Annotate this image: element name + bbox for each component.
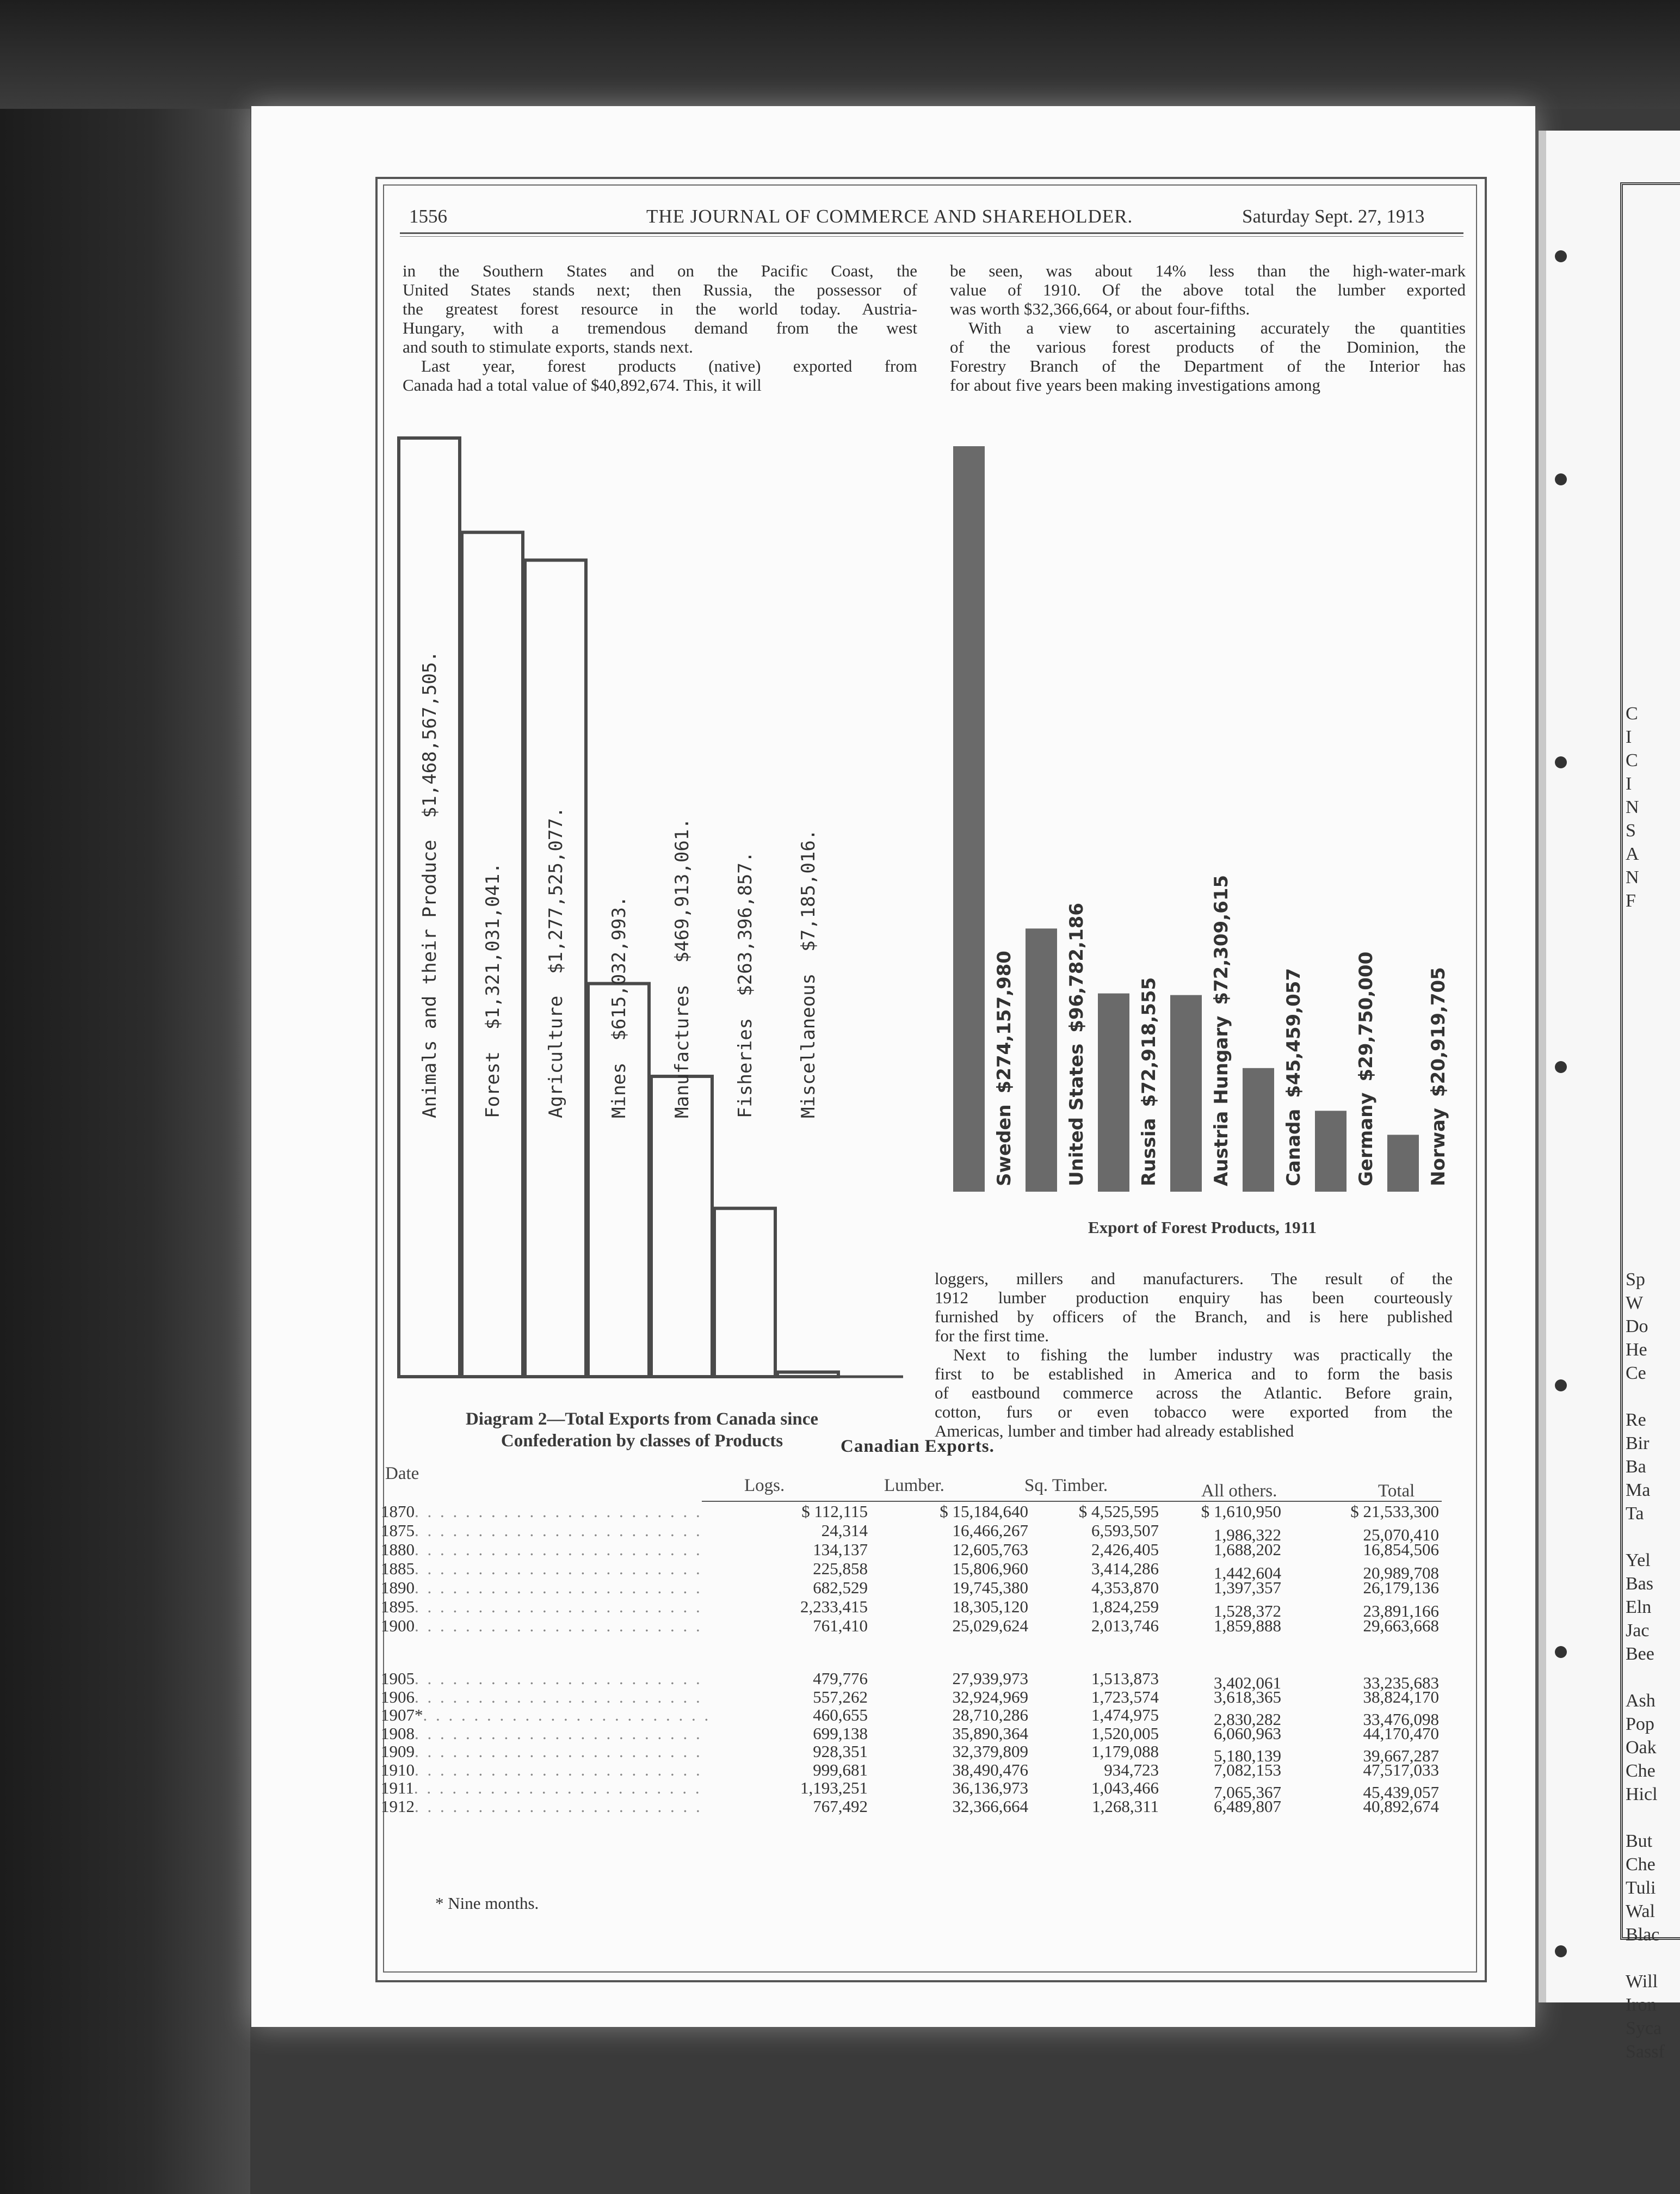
- binder-pin-icon: [1555, 1646, 1567, 1658]
- table-row: [381, 1778, 1447, 1802]
- value-label: $72,309,615: [1210, 874, 1232, 1005]
- value-cell: 26,179,136: [1363, 1578, 1439, 1597]
- year-label: 1909: [381, 1742, 415, 1761]
- year-label: 1890: [381, 1578, 415, 1597]
- forest-chart-caption: Export of Forest Products, 1911: [1088, 1218, 1317, 1237]
- value-label: $7,185,016.: [798, 829, 819, 952]
- value-cell: 3,402,061: [1214, 1673, 1281, 1692]
- value-label: $1,468,567,505.: [419, 651, 441, 818]
- table-title: Canadian Exports.: [841, 1437, 995, 1456]
- bar: [588, 984, 649, 1377]
- bar-label: [671, 818, 693, 1118]
- table-footnote: * Nine months.: [435, 1894, 539, 1913]
- value-cell: 3,414,286: [1091, 1559, 1159, 1578]
- text-line: in the Southern States and on the Pacific Coast, the: [403, 261, 917, 280]
- year-cell: [381, 1597, 702, 1617]
- dot-leader: . . . . . . . . . . . . . . . . . . . . . . .: [415, 1796, 702, 1816]
- value-cell: 6,489,807: [1214, 1796, 1281, 1816]
- value-label: $1,277,525,077.: [545, 806, 567, 974]
- year-label: 1910: [381, 1760, 415, 1779]
- bar: [1387, 1135, 1419, 1192]
- caption-line: Confederation by classes of Products: [501, 1431, 783, 1451]
- value-cell: $ 21,533,300: [1350, 1502, 1439, 1521]
- value-cell: 134,137: [813, 1540, 868, 1559]
- binder-pin-icon: [1555, 756, 1567, 768]
- value-cell: 699,138: [813, 1723, 868, 1743]
- text-line: Last year, forest products (native) exported from: [421, 356, 917, 375]
- total-exports-chart: [397, 430, 903, 1388]
- year-label: 1912: [381, 1796, 415, 1816]
- text-line: furnished by officers of the Branch, and is here published: [935, 1307, 1453, 1326]
- value-cell: 16,854,506: [1363, 1540, 1439, 1559]
- text-line: Americas, lumber and timber had already established: [935, 1421, 1294, 1440]
- year-cell: [381, 1616, 702, 1636]
- value-label: $29,750,000: [1355, 951, 1377, 1082]
- year-label: 1906: [381, 1687, 415, 1706]
- category-label: Manufactures: [671, 984, 693, 1118]
- value-cell: 24,314: [821, 1521, 868, 1540]
- value-cell: 1,520,005: [1091, 1723, 1159, 1743]
- text-line: was worth $32,366,664, or about four-fifths.: [950, 299, 1250, 318]
- value-cell: 557,262: [813, 1687, 868, 1706]
- value-cell: 5,180,139: [1214, 1746, 1281, 1765]
- text-line: Forestry Branch of the Department of the Interior has: [950, 356, 1466, 375]
- value-cell: 1,513,873: [1091, 1669, 1159, 1688]
- page-edge: [1539, 131, 1546, 2002]
- value-label: $96,782,186: [1066, 903, 1088, 1033]
- value-cell: 999,681: [813, 1760, 868, 1779]
- table-row: [381, 1502, 1447, 1521]
- dot-leader: . . . . . . . . . . . . . . . . . . . . . . .: [415, 1760, 702, 1779]
- text-line: 1912 lumber production enquiry has been courteously: [935, 1288, 1453, 1307]
- table-row: [381, 1578, 1447, 1598]
- bar-label: [419, 651, 441, 1118]
- diagram-2-caption: [392, 1408, 892, 1452]
- year-label: 1900: [381, 1616, 415, 1635]
- text-line: first to be established in America and to form the basis: [935, 1364, 1453, 1383]
- table-row: [381, 1669, 1447, 1692]
- value-cell: 7,082,153: [1214, 1760, 1281, 1779]
- year-cell: [381, 1723, 702, 1743]
- year-cell: [381, 1705, 711, 1725]
- value-cell: $ 112,115: [801, 1502, 868, 1521]
- category-label: Mines: [608, 1062, 630, 1118]
- value-cell: 2,830,282: [1214, 1710, 1281, 1729]
- value-cell: 1,268,311: [1092, 1796, 1159, 1816]
- forest-exports-chart: [947, 435, 1458, 1213]
- value-cell: 1,528,372: [1214, 1601, 1281, 1620]
- value-cell: 35,890,364: [952, 1723, 1028, 1743]
- text-line: and south to stimulate exports, stands next.: [403, 337, 693, 356]
- article-column-right: [950, 261, 1466, 395]
- article-column-left: [403, 261, 917, 395]
- category-label: Fisheries: [734, 1018, 756, 1118]
- value-cell: 761,410: [813, 1616, 868, 1635]
- value-cell: 1,442,604: [1214, 1563, 1281, 1582]
- table-row: [381, 1687, 1447, 1707]
- category-label: Canada: [1283, 1108, 1305, 1186]
- bar-label: [1066, 903, 1088, 1186]
- table-row: [381, 1521, 1447, 1544]
- bar-label: [1210, 875, 1232, 1186]
- value-cell: 934,723: [1104, 1760, 1159, 1779]
- bar-label: [608, 896, 630, 1118]
- dot-leader: . . . . . . . . . . . . . . . . . . . . . . .: [415, 1502, 702, 1521]
- value-cell: 20,989,708: [1363, 1563, 1439, 1582]
- value-cell: 1,859,888: [1214, 1616, 1281, 1635]
- value-cell: 767,492: [813, 1796, 868, 1816]
- value-cell: 29,663,668: [1363, 1616, 1439, 1635]
- binder-pin-icon: [1555, 1379, 1567, 1391]
- value-cell: 3,618,365: [1214, 1687, 1281, 1706]
- year-cell: [381, 1559, 702, 1579]
- text-line: be seen, was about 14% less than the high-water-mark: [950, 261, 1466, 280]
- value-label: $263,396,857.: [734, 851, 756, 996]
- category-label: Miscellaneous: [798, 973, 819, 1118]
- value-cell: 460,655: [813, 1705, 868, 1724]
- table-row: [381, 1540, 1447, 1560]
- binder-pin-icon: [1555, 1061, 1567, 1073]
- value-cell: 2,233,415: [800, 1597, 868, 1616]
- binder-pin-icon: [1555, 1945, 1567, 1957]
- bar: [1170, 995, 1202, 1192]
- bar-label: [1283, 968, 1305, 1186]
- dot-leader: . . . . . . . . . . . . . . . . . . . . . . .: [415, 1742, 702, 1761]
- value-cell: 225,858: [813, 1559, 868, 1578]
- value-cell: 32,366,664: [952, 1796, 1028, 1816]
- issue-date: Saturday Sept. 27, 1913: [1242, 206, 1425, 227]
- bar: [1243, 1068, 1274, 1192]
- value-cell: 4,353,870: [1091, 1578, 1159, 1597]
- value-label: $72,918,555: [1138, 977, 1160, 1107]
- bar-label: [545, 807, 567, 1118]
- dot-leader: . . . . . . . . . . . . . . . . . . . . . . .: [415, 1521, 702, 1540]
- column-header-lumber: Lumber.: [884, 1476, 944, 1495]
- text-line: for the first time.: [935, 1326, 1049, 1345]
- category-label: Russia: [1138, 1118, 1160, 1186]
- value-cell: 6,593,507: [1091, 1521, 1159, 1540]
- category-label: Austria Hungary: [1210, 1015, 1232, 1186]
- table-row: [381, 1616, 1447, 1636]
- value-cell: 15,806,960: [952, 1559, 1028, 1578]
- dot-leader: . . . . . . . . . . . . . . . . . . . . . . .: [415, 1723, 702, 1743]
- value-cell: 38,824,170: [1363, 1687, 1439, 1706]
- column-header-date: Date: [385, 1464, 419, 1483]
- value-cell: 23,891,166: [1363, 1601, 1439, 1620]
- category-label: Agriculture: [545, 995, 567, 1118]
- value-cell: 47,517,033: [1363, 1760, 1439, 1779]
- category-label: Forest: [482, 1051, 504, 1118]
- year-label: 1905: [381, 1669, 415, 1688]
- bar: [1026, 928, 1057, 1192]
- text-line: value of 1910. Of the above total the lumber exported: [950, 280, 1466, 299]
- value-cell: 36,136,973: [952, 1778, 1028, 1797]
- background-left: [0, 0, 250, 2194]
- value-cell: $ 1,610,950: [1201, 1502, 1281, 1521]
- value-cell: 32,924,969: [952, 1687, 1028, 1706]
- caption-line: Diagram 2—Total Exports from Canada since: [465, 1409, 819, 1429]
- value-cell: 45,439,057: [1363, 1783, 1439, 1802]
- dot-leader: . . . . . . . . . . . . . . . . . . . . . . .: [413, 1778, 702, 1797]
- value-cell: 6,060,963: [1214, 1723, 1281, 1743]
- table-row: [381, 1724, 1447, 1743]
- value-cell: 1,723,574: [1091, 1687, 1159, 1706]
- year-cell: [381, 1540, 702, 1560]
- text-line: With a view to ascertaining accurately the quantities: [968, 318, 1466, 337]
- value-cell: 16,466,267: [952, 1521, 1028, 1540]
- value-cell: 33,476,098: [1363, 1710, 1439, 1729]
- category-label: Germany: [1355, 1092, 1377, 1186]
- category-label: Norway: [1428, 1107, 1449, 1186]
- binder-pin-icon: [1555, 473, 1567, 485]
- value-cell: 1,688,202: [1214, 1540, 1281, 1559]
- table-row: [381, 1705, 1447, 1729]
- bar-label: [1138, 977, 1160, 1186]
- table-row: [381, 1797, 1447, 1816]
- text-line: of eastbound commerce across the Atlantic. Before grain,: [935, 1383, 1453, 1402]
- value-cell: 1,193,251: [800, 1778, 868, 1797]
- page-number: 1556: [409, 206, 447, 227]
- bar: [1315, 1111, 1347, 1192]
- bar: [953, 446, 985, 1192]
- value-cell: 479,776: [813, 1669, 868, 1688]
- bar-label: [798, 829, 819, 1118]
- year-cell: [381, 1742, 702, 1761]
- text-line: loggers, millers and manufacturers. The result of the: [935, 1269, 1453, 1288]
- value-cell: 1,474,975: [1091, 1705, 1159, 1724]
- value-cell: $ 15,184,640: [940, 1502, 1028, 1521]
- column-header-total: Total: [1378, 1481, 1415, 1501]
- background-top: [0, 0, 1680, 109]
- column-header-all-others: All others.: [1201, 1481, 1277, 1501]
- value-label: $469,913,061.: [671, 818, 693, 963]
- value-label: $274,157,980: [993, 951, 1015, 1094]
- dot-leader: . . . . . . . . . . . . . . . . . . . . . . .: [415, 1559, 702, 1578]
- year-cell: [381, 1502, 702, 1521]
- category-label: United States: [1066, 1043, 1088, 1186]
- table-row: [381, 1760, 1447, 1780]
- dot-leader: . . . . . . . . . . . . . . . . . . . . . . .: [415, 1540, 702, 1559]
- table-row: [381, 1742, 1447, 1765]
- year-cell: [381, 1521, 702, 1540]
- bar: [777, 1372, 838, 1377]
- text-line: for about five years been making investigations among: [950, 375, 1320, 395]
- dot-leader: . . . . . . . . . . . . . . . . . . . . . . .: [415, 1669, 702, 1688]
- bar-label: [1428, 967, 1449, 1186]
- dot-leader: . . . . . . . . . . . . . . . . . . . . . . .: [415, 1597, 702, 1616]
- value-cell: 32,379,809: [952, 1742, 1028, 1761]
- adjacent-page-text-b: Sp W Do He Ce Re Bir Ba Ma Ta Yel Bas Eln Jac Bee Ash Pop Oak Che Hicl But Che Tuli Wal Blac Will Iron Syca Sassf: [1626, 1269, 1665, 2062]
- text-line: Next to fishing the lumber industry was practically the: [953, 1345, 1453, 1364]
- value-cell: 1,179,088: [1091, 1742, 1159, 1761]
- table-row: [381, 1559, 1447, 1582]
- value-cell: 28,710,286: [952, 1705, 1028, 1724]
- value-cell: 33,235,683: [1363, 1673, 1439, 1692]
- column-header-logs: Logs.: [744, 1476, 785, 1495]
- value-label: $615,032,993.: [608, 896, 630, 1041]
- value-cell: 2,013,746: [1091, 1616, 1159, 1635]
- value-cell: $ 4,525,595: [1078, 1502, 1159, 1521]
- value-cell: 18,305,120: [952, 1597, 1028, 1616]
- text-line: the greatest forest resource in the world today. Austria-: [403, 299, 917, 318]
- text-line: Hungary, with a tremendous demand from the west: [403, 318, 917, 337]
- value-cell: 1,397,357: [1214, 1578, 1281, 1597]
- value-cell: 1,986,322: [1214, 1525, 1281, 1544]
- header-rule: [400, 236, 1463, 237]
- value-cell: 928,351: [813, 1742, 868, 1761]
- bar-label: [993, 951, 1015, 1186]
- year-label: 1885: [381, 1559, 415, 1578]
- bar: [1098, 994, 1129, 1192]
- year-label: 1895: [381, 1597, 415, 1616]
- year-label: 1870: [381, 1502, 415, 1521]
- value-cell: 1,824,259: [1091, 1597, 1159, 1616]
- value-cell: 12,605,763: [952, 1540, 1028, 1559]
- text-line: Canada had a total value of $40,892,674. This, it will: [403, 375, 762, 395]
- category-label: Animals and their Produce: [419, 840, 441, 1118]
- value-cell: 25,029,624: [952, 1616, 1028, 1635]
- table-header: [381, 1464, 1447, 1501]
- bar: [651, 1076, 712, 1377]
- journal-title: THE JOURNAL OF COMMERCE AND SHAREHOLDER.: [646, 206, 1133, 227]
- dot-leader: . . . . . . . . . . . . . . . . . . . . . . .: [415, 1687, 702, 1706]
- year-cell: [381, 1796, 702, 1816]
- year-label: 1911: [381, 1778, 414, 1797]
- year-label: 1907*: [381, 1705, 423, 1724]
- header-rule: [400, 232, 1463, 234]
- value-label: $45,459,057: [1283, 967, 1305, 1098]
- value-cell: 682,529: [813, 1578, 868, 1597]
- value-cell: 1,043,466: [1091, 1778, 1159, 1797]
- year-cell: [381, 1778, 702, 1798]
- value-cell: 27,939,973: [952, 1669, 1028, 1688]
- text-line: cotton, furs or even tobacco were exported from the: [935, 1402, 1453, 1421]
- adjacent-page-text-a: C I C I N S A N F: [1626, 704, 1639, 911]
- bar-label: [482, 862, 504, 1118]
- dot-leader: . . . . . . . . . . . . . . . . . . . . . . .: [423, 1705, 711, 1724]
- year-label: 1908: [381, 1723, 415, 1743]
- value-cell: 44,170,470: [1363, 1723, 1439, 1743]
- column-header-sq-timber: Sq. Timber.: [1024, 1476, 1108, 1495]
- dot-leader: . . . . . . . . . . . . . . . . . . . . . . .: [415, 1616, 702, 1635]
- article-column-continued: [935, 1269, 1453, 1440]
- year-label: 1875: [381, 1521, 415, 1540]
- value-cell: 19,745,380: [952, 1578, 1028, 1597]
- table-row: [381, 1597, 1447, 1620]
- bar-label: [734, 852, 756, 1118]
- bar: [714, 1209, 775, 1377]
- year-label: 1880: [381, 1540, 415, 1559]
- text-line: United States stands next; then Russia, the possessor of: [403, 280, 917, 299]
- value-cell: 38,490,476: [952, 1760, 1028, 1779]
- binder-pin-icon: [1555, 250, 1567, 262]
- dot-leader: . . . . . . . . . . . . . . . . . . . . . . .: [415, 1578, 702, 1597]
- value-label: $20,919,705: [1428, 967, 1449, 1097]
- year-cell: [381, 1687, 702, 1707]
- value-cell: 25,070,410: [1363, 1525, 1439, 1544]
- value-cell: 2,426,405: [1091, 1540, 1159, 1559]
- text-line: of the various forest products of the Dominion, the: [950, 337, 1466, 356]
- category-label: Sweden: [993, 1104, 1015, 1186]
- value-cell: 7,065,367: [1214, 1783, 1281, 1802]
- bar-label: [1355, 952, 1377, 1186]
- year-cell: [381, 1760, 702, 1780]
- value-cell: 39,667,287: [1363, 1746, 1439, 1765]
- year-cell: [381, 1578, 702, 1598]
- value-cell: 40,892,674: [1363, 1796, 1439, 1816]
- year-cell: [381, 1669, 702, 1688]
- value-label: $1,321,031,041.: [482, 862, 504, 1030]
